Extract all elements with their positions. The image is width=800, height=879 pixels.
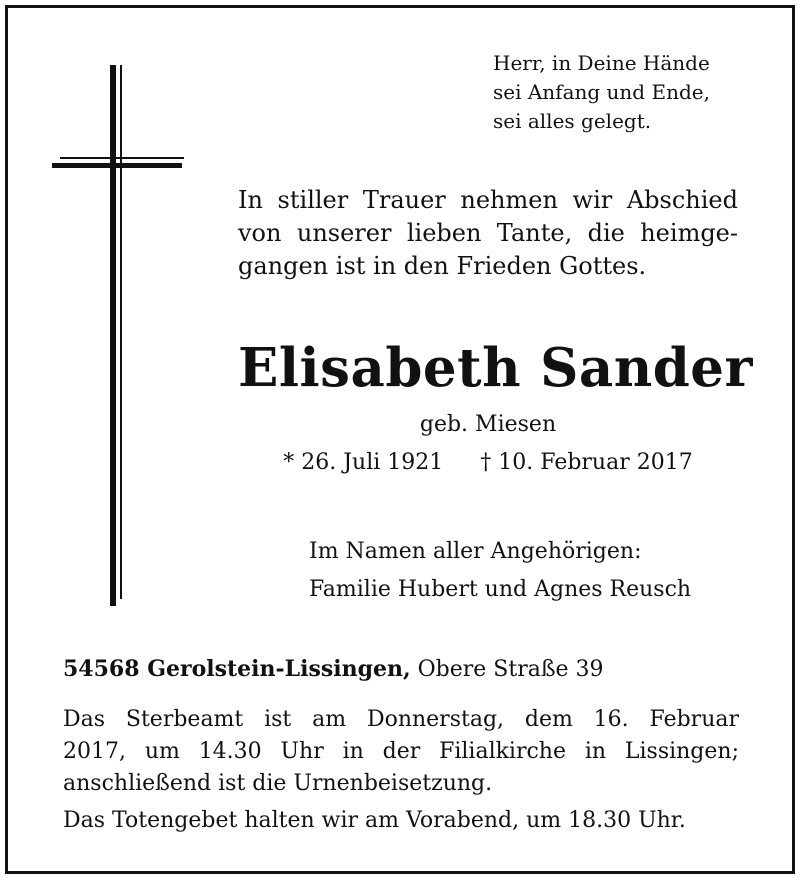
- deceased-name: Elisabeth Sander: [238, 337, 753, 399]
- mourning-intro: [238, 184, 738, 283]
- maiden-name: geb. Miesen: [419, 412, 557, 437]
- cross-horizontal-hairline: [60, 157, 184, 159]
- bible-verse: [493, 49, 710, 136]
- family-signature: [309, 533, 691, 609]
- prayer-notice: Das Totengebet halten wir am Vorabend, um 18.30 Uhr.: [63, 808, 686, 833]
- death-date: † 10. Februar 2017: [480, 450, 693, 475]
- intro-line: von unserer lieben Tante, die heimge-: [238, 219, 738, 247]
- verse-line: sei alles gelegt.: [493, 109, 652, 133]
- notice-line: anschließend ist die Urnenbeisetzung.: [63, 771, 493, 796]
- verse-line: sei Anfang und Ende,: [493, 80, 710, 104]
- verse-line: Herr, in Deine Hände: [493, 51, 710, 75]
- intro-line: In stiller Trauer nehmen wir Abschied: [238, 186, 738, 214]
- family-line-1: Im Namen aller Angehörigen:: [309, 539, 642, 564]
- notice-line: Das Sterbeamt ist am Donnerstag, dem 16. Februar: [63, 707, 739, 732]
- address: [63, 654, 604, 685]
- intro-line: gangen ist in den Frieden Gottes.: [238, 252, 647, 280]
- birth-date: * 26. Juli 1921: [283, 450, 444, 475]
- funeral-notice: [63, 704, 739, 800]
- life-dates: [238, 448, 738, 478]
- notice-line: 2017, um 14.30 Uhr in der Filialkirche in Lissingen;: [63, 739, 739, 764]
- cross-vertical-bar: [110, 65, 116, 606]
- cross-horizontal-bar: [52, 163, 182, 168]
- address-street: Obere Straße 39: [417, 657, 604, 682]
- family-line-2: Familie Hubert und Agnes Reusch: [309, 577, 692, 602]
- address-city: 54568 Gerolstein-Lissingen,: [63, 656, 411, 682]
- cross-vertical-hairline: [120, 65, 122, 599]
